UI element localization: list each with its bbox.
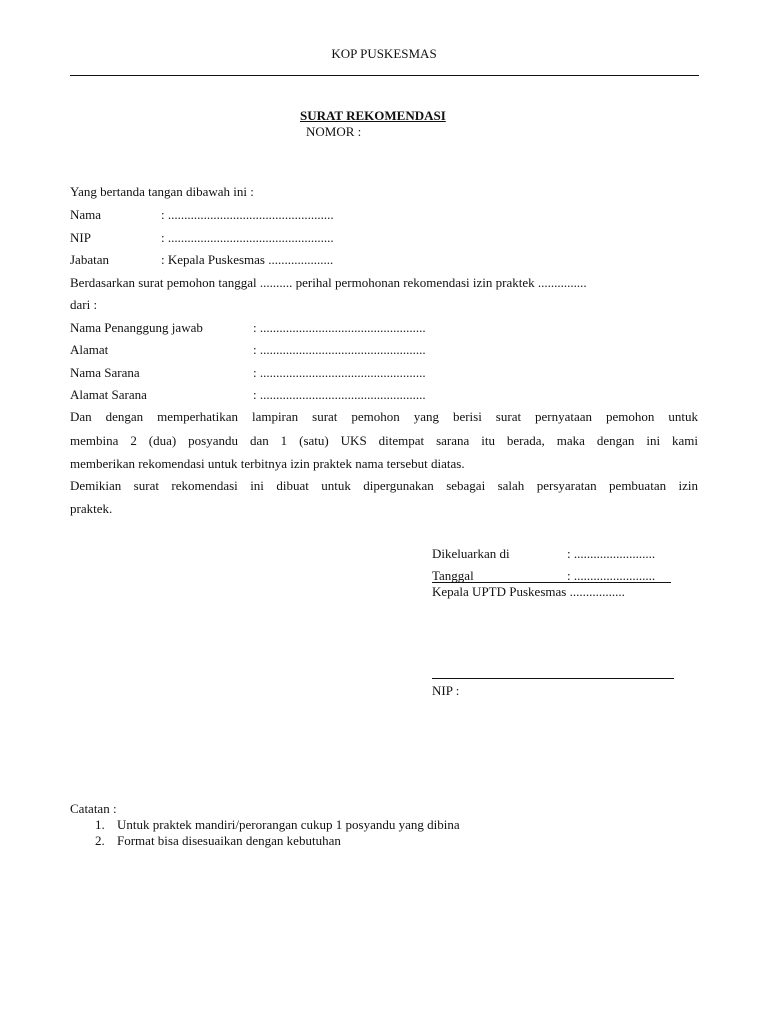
- body-line-2: membina 2 (dua) posyandu dan 1 (satu) UKS ditempat sarana itu berada, maka dengan ini kami: [70, 433, 698, 448]
- field-value-jabatan: : Kepala Puskesmas ....................: [161, 252, 334, 267]
- field-label-jabatan: Jabatan: [70, 252, 109, 267]
- date-value: : .........................: [567, 568, 656, 583]
- field-value-nama: : ...................................................: [161, 207, 334, 222]
- field-value-penanggung-jawab: : ...................................................: [253, 320, 426, 335]
- note-number-1: 1.: [95, 817, 105, 832]
- basis-line: Berdasarkan surat pemohon tanggal .......... perihal permohonan rekomendasi izin praktek ...............: [70, 275, 587, 290]
- field-value-alamat: : ...................................................: [253, 342, 426, 357]
- letterhead-divider: [70, 75, 699, 76]
- note-number-2: 2.: [95, 833, 105, 848]
- note-text-1: Untuk praktek mandiri/perorangan cukup 1 posyandu yang dibina: [117, 817, 460, 832]
- field-value-alamat-sarana: : ...................................................: [253, 387, 426, 402]
- field-label-nip: NIP: [70, 230, 91, 245]
- field-label-penanggung-jawab: Nama Penanggung jawab: [70, 320, 203, 335]
- issued-label: Dikeluarkan di: [432, 546, 510, 561]
- signer-position: Kepala UPTD Puskesmas .................: [432, 584, 625, 599]
- date-label: Tanggal: [432, 568, 474, 583]
- field-label-alamat-sarana: Alamat Sarana: [70, 387, 147, 402]
- document-title: SURAT REKOMENDASI: [300, 108, 446, 123]
- letterhead: KOP PUSKESMAS: [331, 46, 437, 61]
- note-text-2: Format bisa disesuaikan dengan kebutuhan: [117, 833, 341, 848]
- field-label-nama: Nama: [70, 207, 102, 222]
- signer-nip: NIP :: [432, 683, 460, 698]
- intro-text: Yang bertanda tangan dibawah ini :: [70, 184, 254, 199]
- field-value-nama-sarana: : ...................................................: [253, 365, 426, 380]
- body-line-1: Dan dengan memperhatikan lampiran surat pemohon yang berisi surat pernyataan pemohon untuk: [70, 409, 698, 424]
- issued-value: : .........................: [567, 546, 656, 561]
- date-underline: [432, 582, 671, 583]
- field-label-nama-sarana: Nama Sarana: [70, 365, 140, 380]
- body-line-3: memberikan rekomendasi untuk terbitnya izin praktek nama tersebut diatas.: [70, 456, 465, 471]
- closing-line-2: praktek.: [70, 501, 113, 516]
- field-label-alamat: Alamat: [70, 342, 109, 357]
- basis-from: dari :: [70, 297, 98, 312]
- notes-heading: Catatan :: [70, 801, 117, 816]
- field-value-nip: : ...................................................: [161, 230, 334, 245]
- signature-line: [432, 678, 674, 679]
- closing-line-1: Demikian surat rekomendasi ini dibuat untuk dipergunakan sebagai salah persyaratan pembuatan izin: [70, 478, 698, 493]
- document-number: NOMOR :: [306, 124, 362, 139]
